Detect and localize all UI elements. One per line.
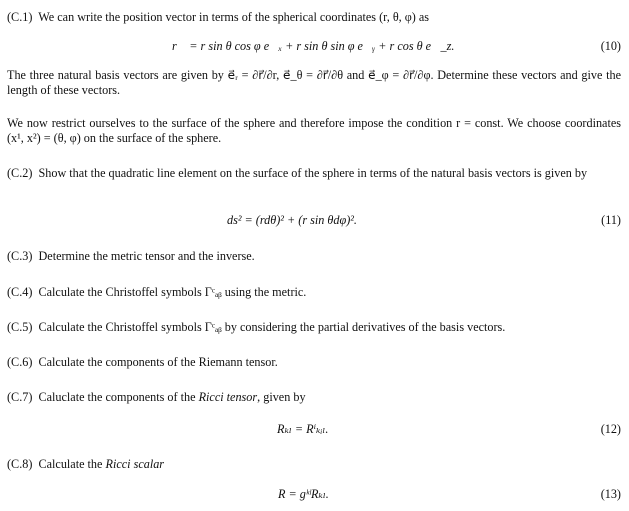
c7-item xyxy=(7,390,621,405)
c3-item xyxy=(7,249,621,264)
c6-label: (C.6) xyxy=(7,355,33,369)
c4-item xyxy=(7,285,621,300)
equation-11 xyxy=(0,213,621,229)
c5-label: (C.5) xyxy=(7,320,33,334)
c6-item xyxy=(7,355,621,370)
c8-text-before: Calculate the xyxy=(38,457,103,471)
c3-text: Determine the metric tensor and the inverse. xyxy=(38,249,255,263)
c1-label: (C.1) xyxy=(7,10,33,24)
equation-13 xyxy=(0,487,621,503)
c1-intro xyxy=(7,10,621,25)
c4-text: Calculate the Christoffel symbols Γᶜₐᵦ using the metric. xyxy=(38,285,307,299)
c6-text: Calculate the components of the Riemann tensor. xyxy=(38,355,278,369)
c2-label: (C.2) xyxy=(7,166,33,180)
equation-12 xyxy=(0,422,621,438)
c8-label: (C.8) xyxy=(7,457,33,471)
c3-label: (C.3) xyxy=(7,249,33,263)
equation-12-body: Rₖₗ = Rⁱₖᵢₗ. xyxy=(277,422,329,436)
c7-emphasis: Ricci tensor xyxy=(198,390,258,404)
c7-text-before: Caluclate the components of the xyxy=(38,390,196,404)
c4-label: (C.4) xyxy=(7,285,33,299)
equation-11-body: ds² = (rdθ)² + (r sin θdφ)². xyxy=(227,213,357,227)
c7-label: (C.7) xyxy=(7,390,33,404)
c8-item xyxy=(7,457,621,472)
equation-10-body: r⃗ = r sin θ cos φ e⃗ₓ + r sin θ sin φ e⃗ᵧ + r cos θ e⃗_z. xyxy=(172,39,455,53)
c7-text-after: , given by xyxy=(257,390,306,404)
c1-intro-text: We can write the position vector in terms of the spherical coordinates (r, θ, φ) as xyxy=(38,10,430,24)
equation-10-number: (10) xyxy=(600,39,621,53)
equation-11-number: (11) xyxy=(601,213,621,227)
equation-10 xyxy=(0,39,621,55)
equation-12-number: (12) xyxy=(600,422,621,436)
c5-text: Calculate the Christoffel symbols Γᶜₐᵦ by considering the partial derivatives of the basis vectors. xyxy=(38,320,506,334)
restriction-paragraph: We now restrict ourselves to the surface of the sphere and therefore impose the condition r = const. We choose coordinates (x¹, x²) = (θ, φ) on the surface of the sphere. xyxy=(7,116,621,145)
c8-emphasis: Ricci scalar xyxy=(105,457,165,471)
c5-item xyxy=(7,320,621,335)
c2-paragraph xyxy=(7,166,621,181)
equation-13-number: (13) xyxy=(600,487,621,501)
c2-text: Show that the quadratic line element on the surface of the sphere in terms of the natural basis vectors is given by xyxy=(38,166,588,180)
equation-13-body: R = gᵏˡRₖₗ. xyxy=(278,487,329,501)
c1-basis-paragraph: The three natural basis vectors are given by e⃗ᵣ = ∂r⃗/∂r, e⃗_θ = ∂r⃗/∂θ and e⃗_φ = ∂r⃗/∂φ. Determine these vectors and give the length of these vectors. xyxy=(7,68,621,97)
